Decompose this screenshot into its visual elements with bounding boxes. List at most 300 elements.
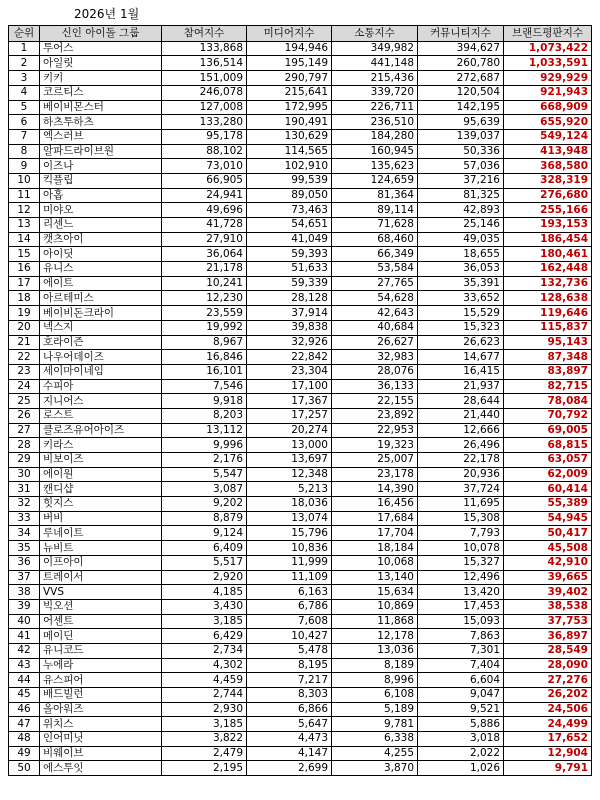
media-cell: 2,699 — [247, 761, 332, 776]
rank-cell: 38 — [9, 585, 40, 600]
community-cell: 49,035 — [418, 232, 504, 247]
communication-cell: 18,184 — [332, 541, 418, 556]
table-body — [9, 41, 592, 775]
community-cell: 20,936 — [418, 467, 504, 482]
communication-cell: 349,982 — [332, 41, 418, 56]
participation-cell: 136,514 — [162, 56, 247, 71]
group-name-cell: 에이원 — [40, 467, 162, 482]
group-name-cell: 미야오 — [40, 203, 162, 218]
participation-cell: 6,409 — [162, 541, 247, 556]
rank-cell: 1 — [9, 41, 40, 56]
table-row — [9, 702, 592, 717]
rank-cell: 22 — [9, 350, 40, 365]
table-row — [9, 673, 592, 688]
table-row — [9, 394, 592, 409]
rank-cell: 36 — [9, 555, 40, 570]
table-row — [9, 56, 592, 71]
rank-cell: 43 — [9, 658, 40, 673]
community-cell: 17,453 — [418, 599, 504, 614]
participation-cell: 12,230 — [162, 291, 247, 306]
media-cell: 4,147 — [247, 746, 332, 761]
brand-index-cell: 328,319 — [504, 173, 592, 188]
table-row — [9, 218, 592, 233]
brand-index-cell: 68,815 — [504, 438, 592, 453]
media-cell: 102,910 — [247, 159, 332, 174]
rank-cell: 9 — [9, 159, 40, 174]
rank-cell: 13 — [9, 218, 40, 233]
group-name-cell: 에스투잇 — [40, 761, 162, 776]
brand-index-cell: 132,736 — [504, 276, 592, 291]
brand-index-cell: 9,791 — [504, 761, 592, 776]
group-name-cell: 호라이즌 — [40, 335, 162, 350]
media-cell: 13,697 — [247, 453, 332, 468]
table-row — [9, 306, 592, 321]
rank-cell: 28 — [9, 438, 40, 453]
rank-cell: 5 — [9, 100, 40, 115]
group-name-cell: 유니코드 — [40, 643, 162, 658]
communication-cell: 17,684 — [332, 511, 418, 526]
table-row — [9, 453, 592, 468]
participation-cell: 4,459 — [162, 673, 247, 688]
brand-index-cell: 69,005 — [504, 423, 592, 438]
column-header-community: 커뮤니티지수 — [418, 26, 504, 42]
brand-index-cell: 549,124 — [504, 129, 592, 144]
table-row — [9, 497, 592, 512]
brand-index-cell: 28,549 — [504, 643, 592, 658]
group-name-cell: 누에라 — [40, 658, 162, 673]
community-cell: 15,529 — [418, 306, 504, 321]
media-cell: 13,000 — [247, 438, 332, 453]
table-row — [9, 467, 592, 482]
rank-cell: 45 — [9, 688, 40, 703]
brand-index-cell: 12,904 — [504, 746, 592, 761]
group-name-cell: 지니어스 — [40, 394, 162, 409]
media-cell: 6,163 — [247, 585, 332, 600]
participation-cell: 2,930 — [162, 702, 247, 717]
communication-cell: 89,114 — [332, 203, 418, 218]
brand-index-cell: 929,929 — [504, 71, 592, 86]
communication-cell: 11,868 — [332, 614, 418, 629]
communication-cell: 81,364 — [332, 188, 418, 203]
group-name-cell: 아홉 — [40, 188, 162, 203]
rank-cell: 42 — [9, 643, 40, 658]
participation-cell: 9,918 — [162, 394, 247, 409]
community-cell: 272,687 — [418, 71, 504, 86]
brand-index-cell: 83,897 — [504, 364, 592, 379]
community-cell: 33,652 — [418, 291, 504, 306]
column-header-brand-index: 브랜드평판지수 — [504, 26, 592, 42]
media-cell: 130,629 — [247, 129, 332, 144]
group-name-cell: 캣츠아이 — [40, 232, 162, 247]
communication-cell: 22,155 — [332, 394, 418, 409]
rank-cell: 3 — [9, 71, 40, 86]
table-row — [9, 276, 592, 291]
communication-cell: 5,189 — [332, 702, 418, 717]
communication-cell: 8,189 — [332, 658, 418, 673]
media-cell: 6,866 — [247, 702, 332, 717]
media-cell: 28,128 — [247, 291, 332, 306]
rank-cell: 7 — [9, 129, 40, 144]
participation-cell: 10,241 — [162, 276, 247, 291]
communication-cell: 53,584 — [332, 262, 418, 277]
media-cell: 59,339 — [247, 276, 332, 291]
communication-cell: 184,280 — [332, 129, 418, 144]
brand-index-cell: 115,837 — [504, 320, 592, 335]
brand-index-cell: 128,638 — [504, 291, 592, 306]
participation-cell: 36,064 — [162, 247, 247, 262]
community-cell: 57,036 — [418, 159, 504, 174]
brand-index-cell: 54,945 — [504, 511, 592, 526]
community-cell: 37,216 — [418, 173, 504, 188]
brand-index-cell: 26,202 — [504, 688, 592, 703]
group-name-cell: 버비 — [40, 511, 162, 526]
group-name-cell: 아이딧 — [40, 247, 162, 262]
community-cell: 394,627 — [418, 41, 504, 56]
communication-cell: 68,460 — [332, 232, 418, 247]
community-cell: 3,018 — [418, 732, 504, 747]
participation-cell: 49,696 — [162, 203, 247, 218]
table-row — [9, 203, 592, 218]
media-cell: 17,367 — [247, 394, 332, 409]
group-name-cell: 이즈나 — [40, 159, 162, 174]
column-header-group: 신인 아이돌 그룹 — [40, 26, 162, 42]
table-row — [9, 555, 592, 570]
group-name-cell: 투어스 — [40, 41, 162, 56]
column-header-rank: 순위 — [9, 26, 40, 42]
group-name-cell: 트레이서 — [40, 570, 162, 585]
brand-index-cell: 921,943 — [504, 85, 592, 100]
media-cell: 4,473 — [247, 732, 332, 747]
media-cell: 37,914 — [247, 306, 332, 321]
communication-cell: 23,178 — [332, 467, 418, 482]
media-cell: 22,842 — [247, 350, 332, 365]
media-cell: 20,274 — [247, 423, 332, 438]
table-row — [9, 291, 592, 306]
group-name-cell: 에이트 — [40, 276, 162, 291]
participation-cell: 95,178 — [162, 129, 247, 144]
community-cell: 15,308 — [418, 511, 504, 526]
brand-index-cell: 78,084 — [504, 394, 592, 409]
group-name-cell: 리센느 — [40, 218, 162, 233]
group-name-cell: 로스트 — [40, 408, 162, 423]
community-cell: 7,404 — [418, 658, 504, 673]
participation-cell: 2,176 — [162, 453, 247, 468]
community-cell: 14,677 — [418, 350, 504, 365]
participation-cell: 21,178 — [162, 262, 247, 277]
communication-cell: 441,148 — [332, 56, 418, 71]
communication-cell: 28,076 — [332, 364, 418, 379]
brand-index-cell: 28,090 — [504, 658, 592, 673]
rank-cell: 44 — [9, 673, 40, 688]
brand-index-cell: 70,792 — [504, 408, 592, 423]
media-cell: 32,926 — [247, 335, 332, 350]
group-name-cell: 나우어데이즈 — [40, 350, 162, 365]
communication-cell: 339,720 — [332, 85, 418, 100]
participation-cell: 16,846 — [162, 350, 247, 365]
media-cell: 17,100 — [247, 379, 332, 394]
communication-cell: 42,643 — [332, 306, 418, 321]
group-name-cell: 하츠투하츠 — [40, 115, 162, 130]
rank-cell: 8 — [9, 144, 40, 159]
media-cell: 23,304 — [247, 364, 332, 379]
community-cell: 42,893 — [418, 203, 504, 218]
communication-cell: 26,627 — [332, 335, 418, 350]
group-name-cell: 힛지스 — [40, 497, 162, 512]
community-cell: 25,146 — [418, 218, 504, 233]
community-cell: 2,022 — [418, 746, 504, 761]
community-cell: 1,026 — [418, 761, 504, 776]
participation-cell: 151,009 — [162, 71, 247, 86]
group-name-cell: 아르테미스 — [40, 291, 162, 306]
media-cell: 39,838 — [247, 320, 332, 335]
participation-cell: 16,101 — [162, 364, 247, 379]
rank-cell: 4 — [9, 85, 40, 100]
group-name-cell: 올아워즈 — [40, 702, 162, 717]
participation-cell: 27,910 — [162, 232, 247, 247]
community-cell: 50,336 — [418, 144, 504, 159]
group-name-cell: 엑스러브 — [40, 129, 162, 144]
group-name-cell: 이프아이 — [40, 555, 162, 570]
brand-index-cell: 655,920 — [504, 115, 592, 130]
participation-cell: 8,967 — [162, 335, 247, 350]
table-row — [9, 85, 592, 100]
participation-cell: 88,102 — [162, 144, 247, 159]
group-name-cell: 키라스 — [40, 438, 162, 453]
rank-cell: 46 — [9, 702, 40, 717]
rank-cell: 2 — [9, 56, 40, 71]
community-cell: 139,037 — [418, 129, 504, 144]
community-cell: 37,724 — [418, 482, 504, 497]
group-name-cell: 어센트 — [40, 614, 162, 629]
table-row — [9, 159, 592, 174]
rank-cell: 32 — [9, 497, 40, 512]
table-row — [9, 408, 592, 423]
table-row — [9, 761, 592, 776]
table-row — [9, 511, 592, 526]
brand-index-cell: 45,508 — [504, 541, 592, 556]
brand-index-cell: 24,506 — [504, 702, 592, 717]
participation-cell: 73,010 — [162, 159, 247, 174]
table-row — [9, 115, 592, 130]
community-cell: 7,301 — [418, 643, 504, 658]
table-row — [9, 570, 592, 585]
table-row — [9, 232, 592, 247]
brand-index-cell: 50,417 — [504, 526, 592, 541]
media-cell: 290,797 — [247, 71, 332, 86]
participation-cell: 9,124 — [162, 526, 247, 541]
rank-cell: 47 — [9, 717, 40, 732]
brand-index-cell: 38,538 — [504, 599, 592, 614]
media-cell: 59,393 — [247, 247, 332, 262]
group-name-cell: 아일릿 — [40, 56, 162, 71]
rank-cell: 24 — [9, 379, 40, 394]
participation-cell: 19,992 — [162, 320, 247, 335]
participation-cell: 2,479 — [162, 746, 247, 761]
table-row — [9, 379, 592, 394]
group-name-cell: 클로즈유어아이즈 — [40, 423, 162, 438]
communication-cell: 135,623 — [332, 159, 418, 174]
media-cell: 18,036 — [247, 497, 332, 512]
participation-cell: 3,087 — [162, 482, 247, 497]
group-name-cell: 메이딘 — [40, 629, 162, 644]
rank-cell: 35 — [9, 541, 40, 556]
community-cell: 15,093 — [418, 614, 504, 629]
media-cell: 114,565 — [247, 144, 332, 159]
participation-cell: 66,905 — [162, 173, 247, 188]
communication-cell: 8,996 — [332, 673, 418, 688]
group-name-cell: 수피아 — [40, 379, 162, 394]
community-cell: 95,639 — [418, 115, 504, 130]
media-cell: 5,478 — [247, 643, 332, 658]
participation-cell: 24,941 — [162, 188, 247, 203]
group-name-cell: 알파드라이브원 — [40, 144, 162, 159]
participation-cell: 23,559 — [162, 306, 247, 321]
brand-index-cell: 60,414 — [504, 482, 592, 497]
communication-cell: 160,945 — [332, 144, 418, 159]
communication-cell: 16,456 — [332, 497, 418, 512]
table-row — [9, 643, 592, 658]
communication-cell: 71,628 — [332, 218, 418, 233]
media-cell: 215,641 — [247, 85, 332, 100]
group-name-cell: 넥스지 — [40, 320, 162, 335]
media-cell: 172,995 — [247, 100, 332, 115]
participation-cell: 41,728 — [162, 218, 247, 233]
community-cell: 5,886 — [418, 717, 504, 732]
rank-cell: 26 — [9, 408, 40, 423]
participation-cell: 3,430 — [162, 599, 247, 614]
media-cell: 190,491 — [247, 115, 332, 130]
brand-index-cell: 63,057 — [504, 453, 592, 468]
brand-reputation-table — [8, 25, 592, 776]
media-cell: 99,539 — [247, 173, 332, 188]
communication-cell: 215,436 — [332, 71, 418, 86]
communication-cell: 54,628 — [332, 291, 418, 306]
communication-cell: 32,983 — [332, 350, 418, 365]
rank-cell: 21 — [9, 335, 40, 350]
participation-cell: 6,429 — [162, 629, 247, 644]
participation-cell: 9,202 — [162, 497, 247, 512]
community-cell: 35,391 — [418, 276, 504, 291]
brand-index-cell: 17,652 — [504, 732, 592, 747]
brand-index-cell: 55,389 — [504, 497, 592, 512]
media-cell: 41,049 — [247, 232, 332, 247]
community-cell: 12,666 — [418, 423, 504, 438]
table-row — [9, 350, 592, 365]
community-cell: 15,327 — [418, 555, 504, 570]
header-row — [9, 26, 592, 42]
table-row — [9, 585, 592, 600]
media-cell: 11,109 — [247, 570, 332, 585]
communication-cell: 12,178 — [332, 629, 418, 644]
brand-index-cell: 95,143 — [504, 335, 592, 350]
brand-index-cell: 186,454 — [504, 232, 592, 247]
media-cell: 51,633 — [247, 262, 332, 277]
communication-cell: 36,133 — [332, 379, 418, 394]
communication-cell: 22,953 — [332, 423, 418, 438]
community-cell: 28,644 — [418, 394, 504, 409]
rank-cell: 18 — [9, 291, 40, 306]
media-cell: 5,647 — [247, 717, 332, 732]
communication-cell: 226,711 — [332, 100, 418, 115]
communication-cell: 124,659 — [332, 173, 418, 188]
table-row — [9, 438, 592, 453]
media-cell: 73,463 — [247, 203, 332, 218]
communication-cell: 66,349 — [332, 247, 418, 262]
community-cell: 7,863 — [418, 629, 504, 644]
rank-cell: 50 — [9, 761, 40, 776]
participation-cell: 4,185 — [162, 585, 247, 600]
table-row — [9, 482, 592, 497]
community-cell: 9,521 — [418, 702, 504, 717]
group-name-cell: VVS — [40, 585, 162, 600]
participation-cell: 2,920 — [162, 570, 247, 585]
brand-index-cell: 42,910 — [504, 555, 592, 570]
media-cell: 10,836 — [247, 541, 332, 556]
participation-cell: 4,302 — [162, 658, 247, 673]
rank-cell: 25 — [9, 394, 40, 409]
table-row — [9, 746, 592, 761]
group-name-cell: 코르티스 — [40, 85, 162, 100]
brand-index-cell: 276,680 — [504, 188, 592, 203]
rank-cell: 34 — [9, 526, 40, 541]
brand-index-cell: 82,715 — [504, 379, 592, 394]
communication-cell: 10,869 — [332, 599, 418, 614]
brand-index-cell: 39,402 — [504, 585, 592, 600]
rank-cell: 37 — [9, 570, 40, 585]
media-cell: 194,946 — [247, 41, 332, 56]
community-cell: 13,420 — [418, 585, 504, 600]
participation-cell: 246,078 — [162, 85, 247, 100]
participation-cell: 7,546 — [162, 379, 247, 394]
table-row — [9, 629, 592, 644]
communication-cell: 236,510 — [332, 115, 418, 130]
participation-cell: 8,203 — [162, 408, 247, 423]
group-name-cell: 루네이트 — [40, 526, 162, 541]
rank-cell: 39 — [9, 599, 40, 614]
table-row — [9, 247, 592, 262]
participation-cell: 2,744 — [162, 688, 247, 703]
rank-cell: 30 — [9, 467, 40, 482]
rank-cell: 14 — [9, 232, 40, 247]
media-cell: 89,050 — [247, 188, 332, 203]
rank-cell: 23 — [9, 364, 40, 379]
rank-cell: 27 — [9, 423, 40, 438]
community-cell: 12,496 — [418, 570, 504, 585]
table-caption: 2026년 1월 — [74, 7, 140, 21]
brand-index-cell: 37,753 — [504, 614, 592, 629]
brand-index-cell: 368,580 — [504, 159, 592, 174]
media-cell: 8,303 — [247, 688, 332, 703]
table-row — [9, 41, 592, 56]
communication-cell: 23,892 — [332, 408, 418, 423]
group-name-cell: 베이비몬스터 — [40, 100, 162, 115]
table-row — [9, 614, 592, 629]
rank-cell: 20 — [9, 320, 40, 335]
table-row — [9, 688, 592, 703]
brand-index-cell: 27,276 — [504, 673, 592, 688]
participation-cell: 133,280 — [162, 115, 247, 130]
table-row — [9, 188, 592, 203]
rank-cell: 31 — [9, 482, 40, 497]
community-cell: 26,496 — [418, 438, 504, 453]
group-name-cell: 유니스 — [40, 262, 162, 277]
brand-index-cell: 668,909 — [504, 100, 592, 115]
communication-cell: 6,108 — [332, 688, 418, 703]
brand-index-cell: 87,348 — [504, 350, 592, 365]
communication-cell: 6,338 — [332, 732, 418, 747]
community-cell: 22,178 — [418, 453, 504, 468]
communication-cell: 17,704 — [332, 526, 418, 541]
